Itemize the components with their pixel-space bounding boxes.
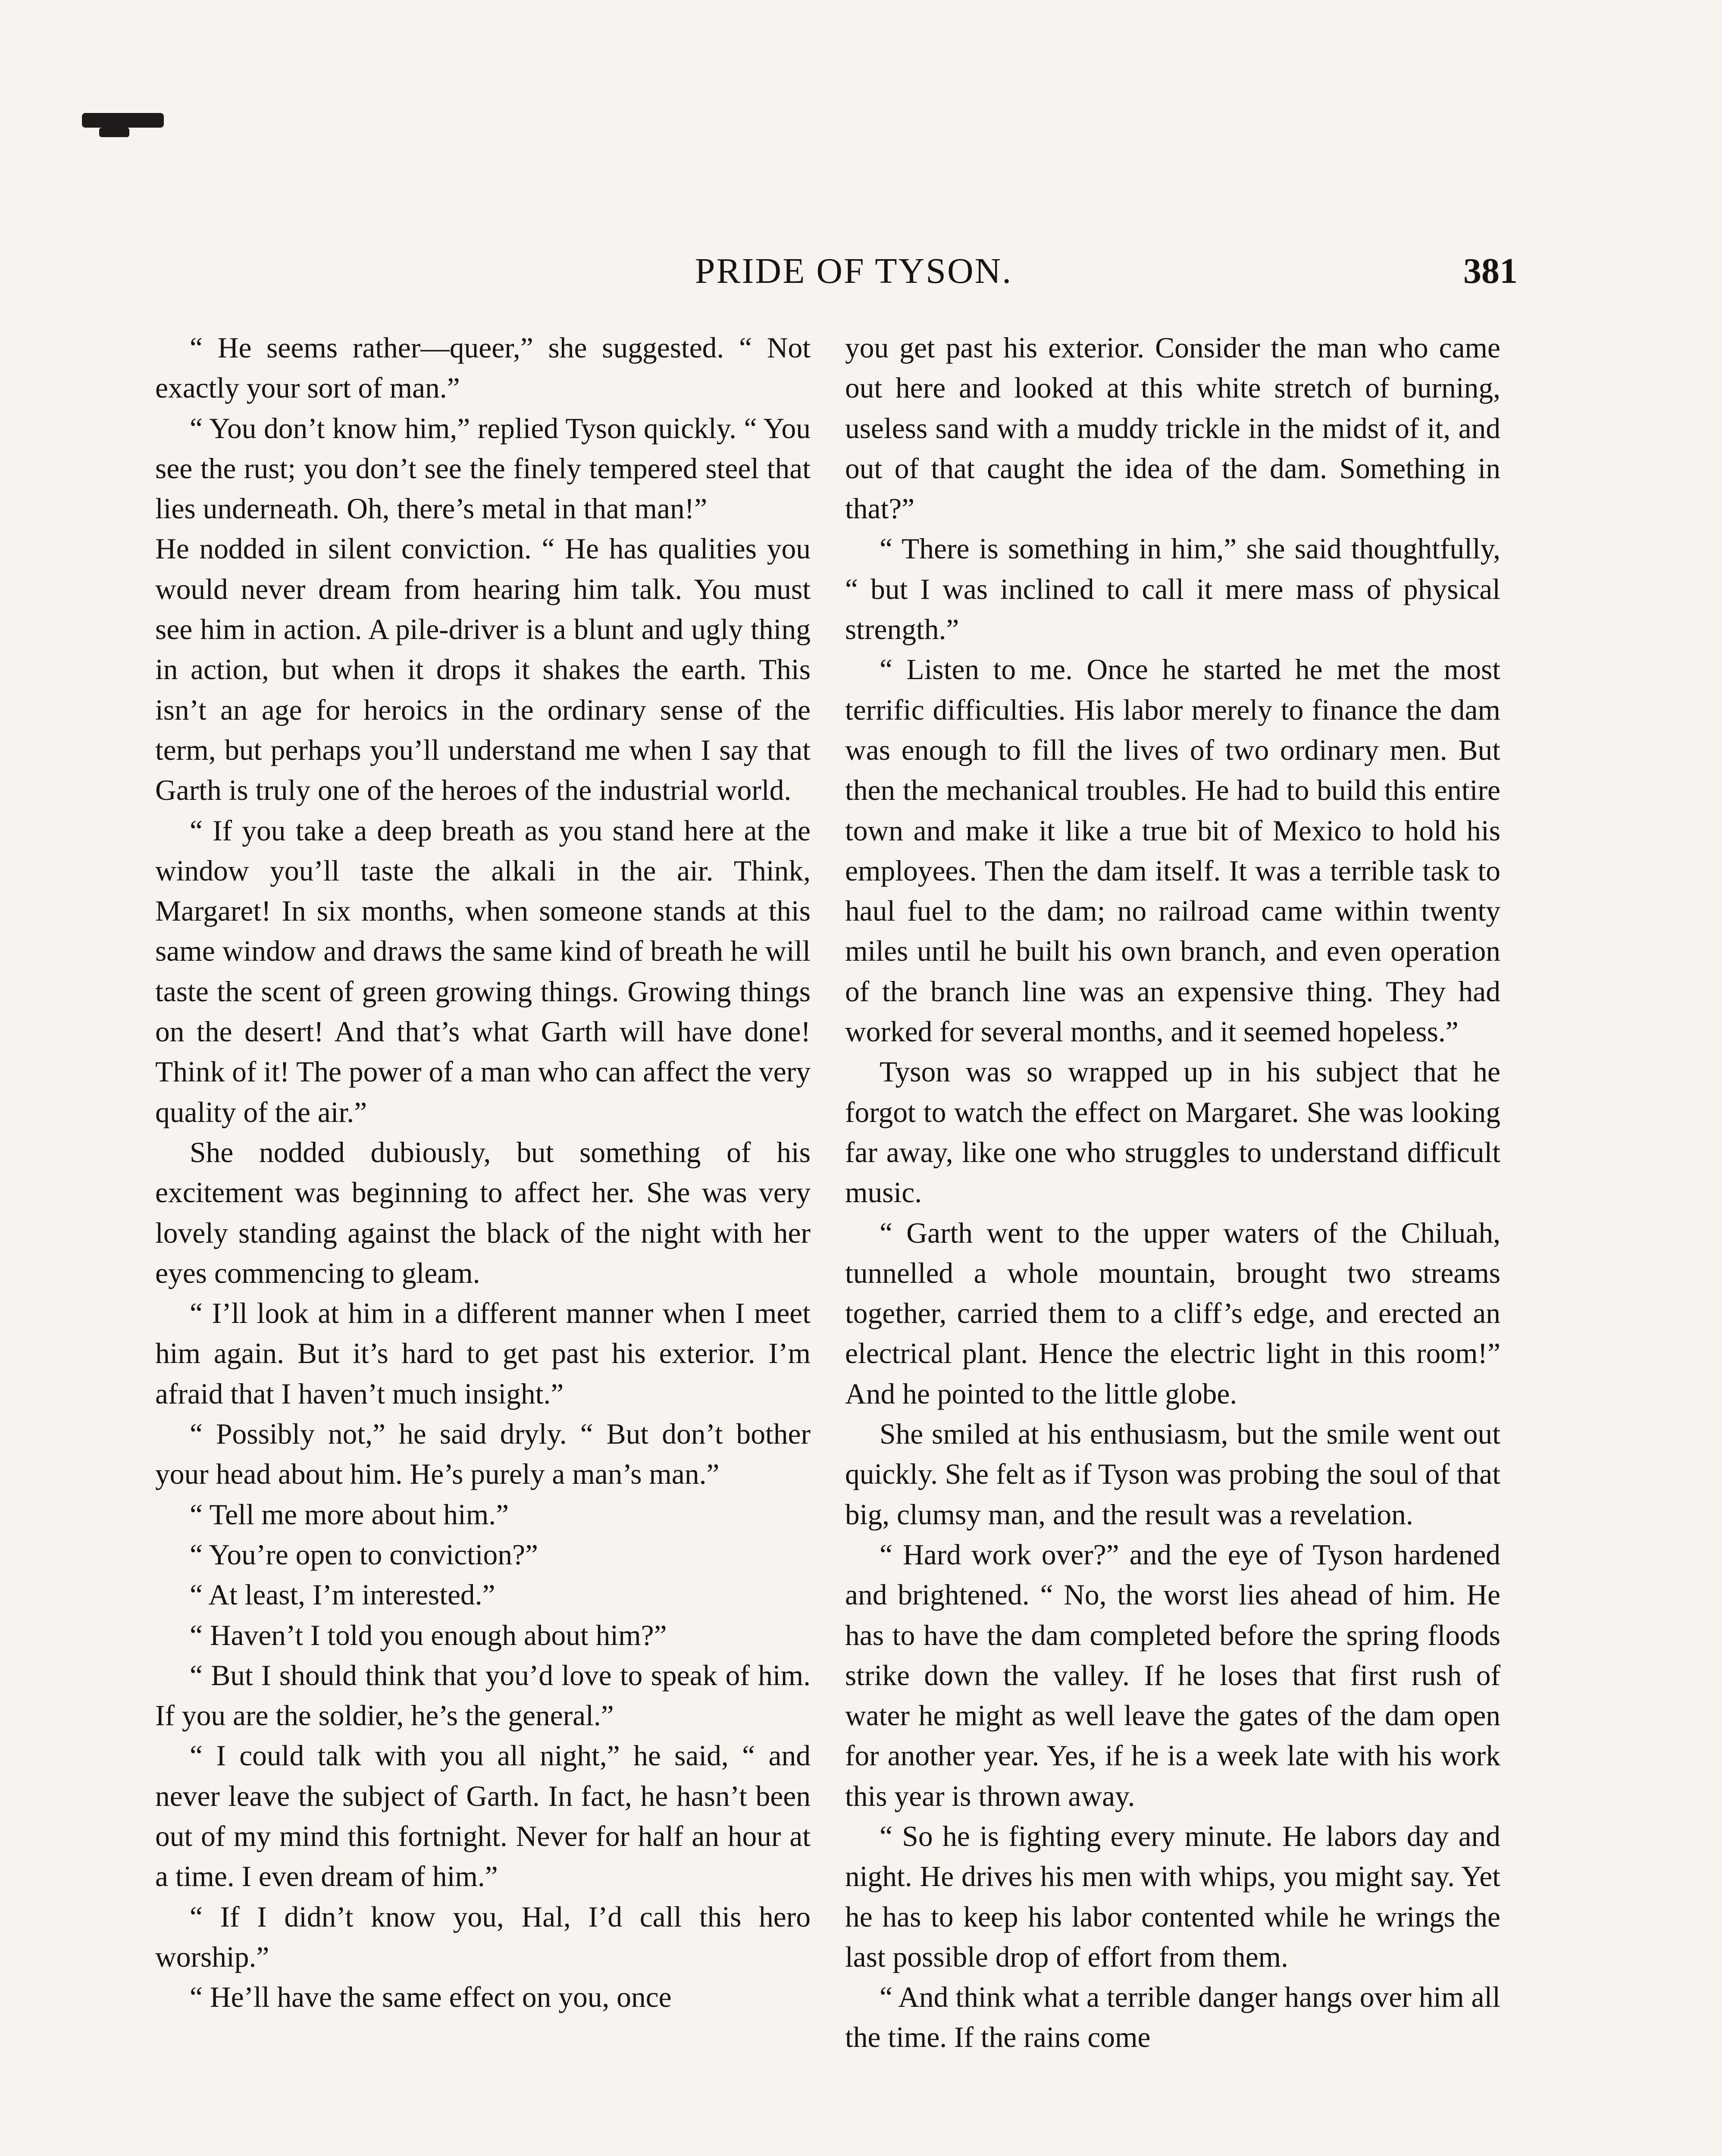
paragraph: “ There is something in him,” she said thoughtfully, “ but I was inclined to call it mere mass of physical strength.” [845, 533, 1500, 646]
paragraph: Tyson was so wrapped up in his subject that he forgot to watch the effect on Margaret. She was looking far away, like one who struggles to understand difficult music. [845, 1056, 1500, 1209]
scan-smudge-top-tail [99, 128, 129, 137]
paragraph: “ Garth went to the upper waters of the Chiluah, tunnelled a whole mountain, brought two streams together, carried them to a cliff’s edge, and erected an electrical plant. Hence the electric light in this room!” And he pointed to the little globe. [845, 1216, 1500, 1410]
paragraph: “ He seems rather—queer,” she suggested. “ Not exactly your sort of man.” [155, 332, 811, 404]
paragraph: “ You’re open to conviction?” [190, 1538, 538, 1571]
paragraph: “ If I didn’t know you, Hal, I’d call this hero worship.” [155, 1900, 811, 1973]
paragraph: “ He’ll have the same effect on you, once [190, 1981, 672, 2014]
paragraph: “ At least, I’m interested.” [190, 1579, 495, 1611]
paragraph: “ Possibly not,” he said dryly. “ But don’t bother your head about him. He’s purely a man’s man.” [155, 1418, 811, 1491]
paragraph: “ I could talk with you all night,” he said, “ and never leave the subject of Garth. In fact, he hasn’t been out of my mind this fortnight. Never for half an hour at a time. I even dream of him.” [155, 1739, 811, 1893]
page-number: 381 [1463, 251, 1518, 291]
paragraph: He nodded in silent conviction. “ He has qualities you would never dream from hearing him talk. You must see him in action. A pile-driver is a blunt and ugly thing in action, but when it drops it shakes the earth. This isn’t an age for heroics in the ordinary sense of the term, but perhaps you’ll understand me when I say that Garth is truly one of the heroes of the industrial world. [155, 533, 811, 807]
paragraph: She smiled at his enthusiasm, but the smile went out quickly. She felt as if Tyson was probing the soul of that big, clumsy man, and the result was a revelation. [845, 1418, 1500, 1531]
left-column [155, 328, 811, 2017]
paragraph: “ But I should think that you’d love to speak of him. If you are the soldier, he’s the general.” [155, 1659, 811, 1732]
paragraph: “ I’ll look at him in a different manner when I meet him again. But it’s hard to get past his exterior. I’m afraid that I haven’t much insight.” [155, 1297, 811, 1410]
paragraph: “ If you take a deep breath as you stand here at the window you’ll taste the alkali in the air. Think, Margaret! In six months, when someone stands at this same window and draws the same kind of breath he will taste the scent of green growing things. Growing things on the desert! And that’s what Garth will have done! Think of it! The power of a man who can affect the very quality of the air.” [155, 814, 811, 1128]
right-column [845, 328, 1500, 2058]
paragraph: “ Listen to me. Once he started he met the most terrific difficulties. His labor merely to finance the dam was enough to fill the lives of two ordinary men. But then the mechanical troubles. He had to build this entire town and make it like a true bit of Mexico to hold his employees. Then the dam itself. It was a terrible task to haul fuel to the dam; no railroad came within twenty miles until he built his own branch, and even operation of the branch line was an expensive thing. They had worked for several months, and it seemed hopeless.” [845, 653, 1500, 1048]
paragraph: “ Haven’t I told you enough about him?” [190, 1619, 667, 1651]
paragraph: “ Tell me more about him.” [190, 1498, 509, 1531]
paragraph: you get past his exterior. Consider the man who came out here and looked at this white stretch of burning, useless sand with a muddy trickle in the midst of it, and out of that caught the idea of the dam. Something in that?” [845, 332, 1500, 525]
paragraph: “ You don’t know him,” replied Tyson quickly. “ You see the rust; you don’t see the finely tempered steel that lies underneath. Oh, there’s metal in that man!” [155, 412, 811, 525]
running-title: PRIDE OF TYSON. [695, 251, 1013, 291]
paragraph: She nodded dubiously, but something of his excitement was beginning to affect her. She was very lovely standing against the black of the night with her eyes commencing to gleam. [155, 1136, 811, 1289]
scan-smudge-top [82, 113, 164, 128]
paragraph: “ So he is fighting every minute. He labors day and night. He drives his men with whips, you might say. Yet he has to keep his labor contented while he wrings the last possible drop of effort from them. [845, 1820, 1500, 1973]
paragraph: “ Hard work over?” and the eye of Tyson hardened and brightened. “ No, the worst lies ahead of him. He has to have the dam completed before the spring floods strike down the valley. If he loses that first rush of water he might as well leave the gates of the dam open for another year. Yes, if he is a week late with his work this year is thrown away. [845, 1538, 1500, 1812]
paragraph: “ And think what a terrible danger hangs over him all the time. If the rains come [845, 1981, 1500, 2054]
